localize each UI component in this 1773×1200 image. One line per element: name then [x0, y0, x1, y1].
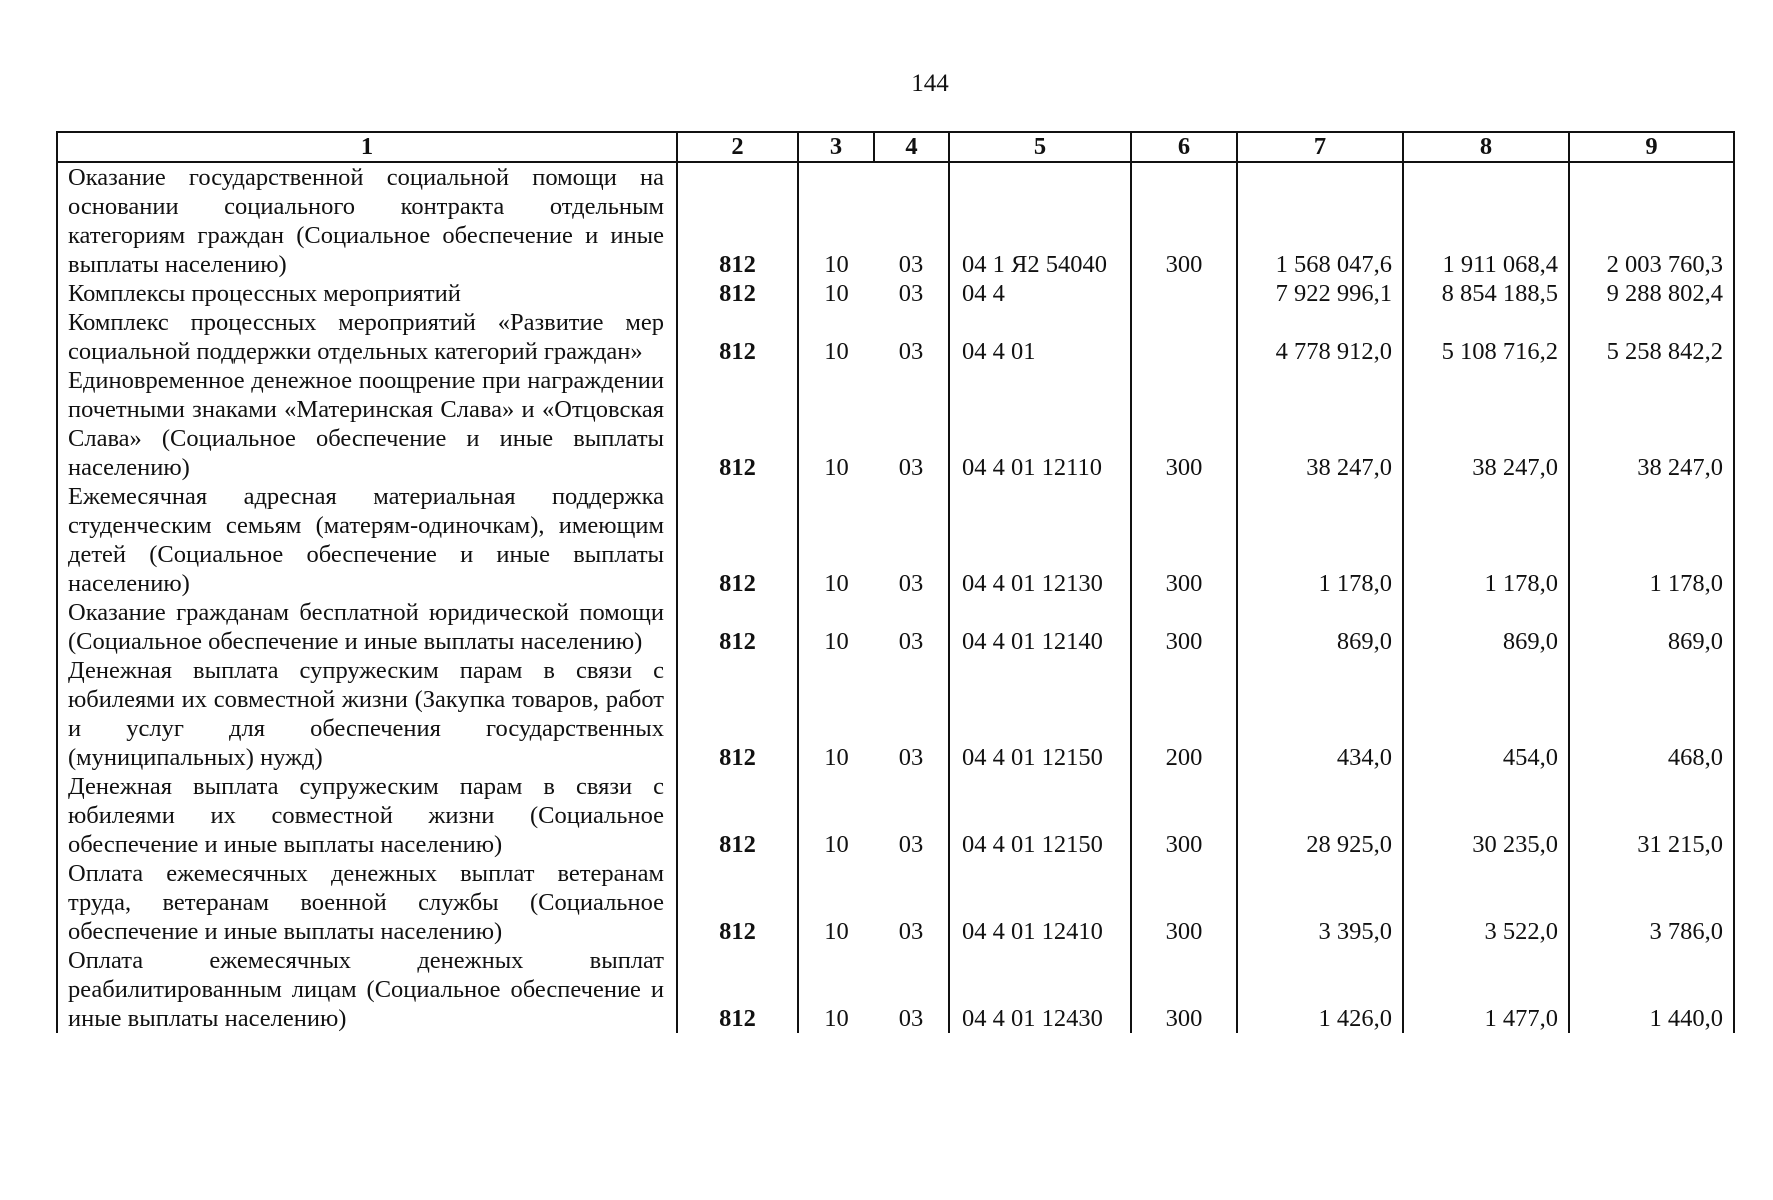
section-code: 10 [798, 598, 874, 656]
amount-col-8: 30 235,0 [1403, 772, 1569, 859]
expense-type-code: 300 [1131, 859, 1237, 946]
amount-col-9: 468,0 [1569, 656, 1734, 772]
header-col-1: 1 [57, 132, 677, 162]
section-code: 10 [798, 859, 874, 946]
ministry-code: 812 [677, 656, 798, 772]
ministry-code: 812 [677, 482, 798, 598]
table-row [57, 859, 1734, 946]
header-col-9: 9 [1569, 132, 1734, 162]
amount-col-7: 4 778 912,0 [1237, 308, 1403, 366]
table-row [57, 162, 1734, 279]
table-row [57, 598, 1734, 656]
amount-col-8: 3 522,0 [1403, 859, 1569, 946]
target-article-code: 04 4 01 12150 [949, 772, 1131, 859]
section-code: 10 [798, 162, 874, 279]
ministry-code: 812 [677, 366, 798, 482]
row-name: Ежемесячная адресная материальная поддержка студенческим семьям (матерям-одиночкам), имеющим детей (Социальное обеспечение и иные выплаты населению) [57, 482, 677, 598]
ministry-code: 812 [677, 772, 798, 859]
subsection-code: 03 [898, 1005, 924, 1032]
amount-col-7: 1 178,0 [1237, 482, 1403, 598]
amount-col-9: 9 288 802,4 [1569, 279, 1734, 308]
budget-table [56, 131, 1735, 1033]
amount-col-7: 1 426,0 [1237, 946, 1403, 1033]
ministry-code: 812 [677, 162, 798, 279]
header-row [57, 132, 1734, 162]
target-article-code: 04 4 01 12140 [949, 598, 1131, 656]
subsection-code: 03 [898, 628, 924, 655]
amount-col-9: 2 003 760,3 [1569, 162, 1734, 279]
amount-col-8: 869,0 [1403, 598, 1569, 656]
amount-col-9: 5 258 842,2 [1569, 308, 1734, 366]
expense-type-code: 300 [1131, 598, 1237, 656]
table-row [57, 946, 1734, 1033]
amount-col-7: 869,0 [1237, 598, 1403, 656]
target-article-code: 04 4 01 12130 [949, 482, 1131, 598]
target-article-code: 04 4 01 12150 [949, 656, 1131, 772]
amount-col-8: 454,0 [1403, 656, 1569, 772]
table-row [57, 772, 1734, 859]
amount-col-7: 38 247,0 [1237, 366, 1403, 482]
table-row [57, 279, 1734, 308]
target-article-code: 04 4 01 12410 [949, 859, 1131, 946]
ministry-code: 812 [677, 598, 798, 656]
table-row [57, 482, 1734, 598]
ministry-code: 812 [677, 946, 798, 1033]
header-col-2: 2 [677, 132, 798, 162]
subsection-code: 03 [898, 744, 924, 771]
amount-col-7: 7 922 996,1 [1237, 279, 1403, 308]
amount-col-7: 434,0 [1237, 656, 1403, 772]
target-article-code: 04 4 01 12430 [949, 946, 1131, 1033]
header-col-3: 3 [798, 132, 874, 162]
row-name: Оказание государственной социальной помощи на основании социального контракта отдельным категориям граждан (Социальное обеспечение и иные выплаты населению) [57, 162, 677, 279]
expense-type-code [1131, 308, 1237, 366]
amount-col-8: 5 108 716,2 [1403, 308, 1569, 366]
row-name: Оказание гражданам бесплатной юридической помощи (Социальное обеспечение и иные выплаты населению) [57, 598, 677, 656]
row-name: Оплата ежемесячных денежных выплат реабилитированным лицам (Социальное обеспечение и иные выплаты населению) [57, 946, 677, 1033]
section-code: 10 [798, 308, 874, 366]
section-code: 10 [798, 279, 874, 308]
ministry-code: 812 [677, 859, 798, 946]
amount-col-9: 1 178,0 [1569, 482, 1734, 598]
subsection-code: 03 [898, 280, 924, 307]
amount-col-7: 1 568 047,6 [1237, 162, 1403, 279]
row-name: Денежная выплата супружеским парам в связи с юбилеями их совместной жизни (Социальное обеспечение и иные выплаты населению) [57, 772, 677, 859]
header-col-5: 5 [949, 132, 1131, 162]
amount-col-7: 3 395,0 [1237, 859, 1403, 946]
subsection-code: 03 [874, 162, 949, 279]
amount-col-9: 3 786,0 [1569, 859, 1734, 946]
row-name: Денежная выплата супружеским парам в связи с юбилеями их совместной жизни (Закупка товаров, работ и услуг для обеспечения государственных (муниципальных) нужд) [57, 656, 677, 772]
table-row [57, 308, 1734, 366]
amount-col-9: 31 215,0 [1569, 772, 1734, 859]
amount-col-8: 38 247,0 [1403, 366, 1569, 482]
section-code: 10 [798, 946, 874, 1033]
amount-col-7: 28 925,0 [1237, 772, 1403, 859]
section-code: 10 [798, 366, 874, 482]
amount-col-9: 869,0 [1569, 598, 1734, 656]
row-name: Единовременное денежное поощрение при награждении почетными знаками «Материнская Слава» и «Отцовская Слава» (Социальное обеспечение и иные выплаты населению) [57, 366, 677, 482]
expense-type-code: 300 [1131, 366, 1237, 482]
target-article-code: 04 1 Я2 54040 [949, 162, 1131, 279]
expense-type-code: 300 [1131, 482, 1237, 598]
expense-type-code [1131, 279, 1237, 308]
subsection-code: 03 [898, 454, 924, 481]
row-name: Комплексы процессных мероприятий [57, 279, 677, 308]
target-article-code: 04 4 01 [949, 308, 1131, 366]
amount-col-8: 1 178,0 [1403, 482, 1569, 598]
amount-col-8: 8 854 188,5 [1403, 279, 1569, 308]
section-code: 10 [798, 482, 874, 598]
amount-col-8: 1 477,0 [1403, 946, 1569, 1033]
header-col-8: 8 [1403, 132, 1569, 162]
table-row [57, 366, 1734, 482]
expense-type-code: 300 [1131, 946, 1237, 1033]
target-article-code: 04 4 01 12110 [949, 366, 1131, 482]
ministry-code: 812 [677, 308, 798, 366]
row-name: Оплата ежемесячных денежных выплат ветеранам труда, ветеранам военной службы (Социальное обеспечение и иные выплаты населению) [57, 859, 677, 946]
section-code: 10 [798, 656, 874, 772]
amount-col-8: 1 911 068,4 [1403, 162, 1569, 279]
section-code: 10 [798, 772, 874, 859]
row-name: Комплекс процессных мероприятий «Развитие мер социальной поддержки отдельных категорий граждан» [57, 308, 677, 366]
subsection-code: 03 [898, 338, 924, 365]
expense-type-code: 300 [1131, 162, 1237, 279]
expense-type-code: 200 [1131, 656, 1237, 772]
subsection-code: 03 [898, 918, 924, 945]
subsection-code: 03 [898, 831, 924, 858]
amount-col-9: 38 247,0 [1569, 366, 1734, 482]
page-number: 144 [911, 70, 949, 97]
ministry-code: 812 [677, 279, 798, 308]
table-row [57, 656, 1734, 772]
expense-type-code: 300 [1131, 772, 1237, 859]
subsection-code: 03 [898, 570, 924, 597]
header-col-4: 4 [874, 132, 949, 162]
amount-col-9: 1 440,0 [1569, 946, 1734, 1033]
target-article-code: 04 4 [949, 279, 1131, 308]
header-col-7: 7 [1237, 132, 1403, 162]
header-col-6: 6 [1131, 132, 1237, 162]
